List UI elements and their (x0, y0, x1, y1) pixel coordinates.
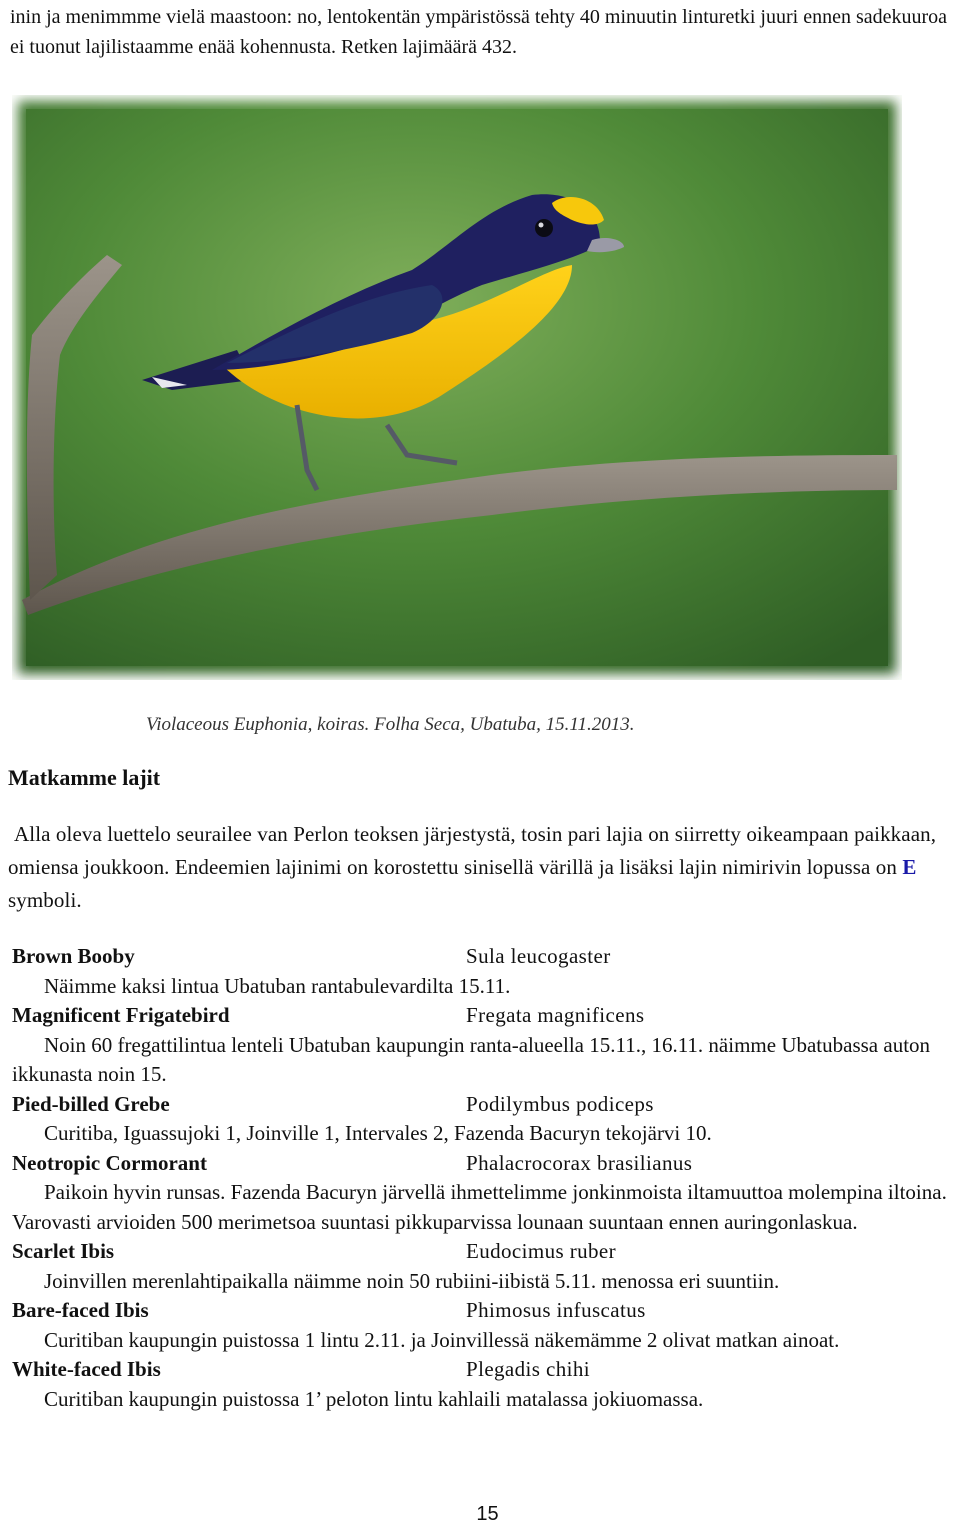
species-heading (12, 1296, 947, 1326)
species-common-name: Brown Booby (12, 944, 135, 968)
species-entry (12, 1149, 947, 1238)
species-latin-name: Phalacrocorax brasilianus (466, 1150, 693, 1175)
species-entry (12, 1001, 947, 1090)
description-text-end: symboli. (8, 888, 82, 912)
species-common-name: White-faced Ibis (12, 1357, 161, 1381)
endemic-symbol: E (902, 855, 917, 879)
species-note: Curitiban kaupungin puistossa 1’ peloton lintu kahlaili matalassa jokiuomassa. (44, 1386, 704, 1411)
species-entry (12, 942, 947, 1001)
species-common-name: Magnificent Frigatebird (12, 1003, 230, 1027)
species-heading (12, 942, 947, 972)
species-note: Curitiba, Iguassujoki 1, Joinville 1, Intervales 2, Fazenda Bacuryn tekojärvi 10. (44, 1121, 712, 1145)
species-entry (12, 1237, 947, 1296)
photo-caption: Violaceous Euphonia, koiras. Folha Seca, Ubatuba, 15.11.2013. (146, 714, 635, 735)
species-list (12, 942, 947, 1414)
species-heading (12, 1001, 947, 1031)
intro-paragraph: inin ja menimmme vielä maastoon: no, lentokentän ympäristössä tehty 40 minuutin linturetki juuri ennen sadekuuroa ei tuonut lajilistaamme enää kohennusta. Retken lajimäärä 432. (10, 6, 948, 58)
species-latin-name: Plegadis chihi (466, 1357, 591, 1381)
description-text: Alla oleva luettelo seurailee van Perlon teoksen järjestystä, tosin pari lajia on siirretty oikeampaan paikkaan, omiensa joukkoon. Endeemien lajinimi on korostettu sinisellä värillä ja lisäksi lajin nimirivin lopussa on (8, 822, 937, 879)
species-heading (12, 1355, 947, 1385)
bird-photo (12, 95, 902, 680)
species-note: Curitiban kaupungin puistossa 1 lintu 2.11. ja Joinvillessä näkemämme 2 olivat matkan ainoat. (44, 1327, 840, 1352)
species-latin-name: Sula leucogaster (466, 944, 611, 968)
species-entry (12, 1296, 947, 1355)
species-note: Paikoin hyvin runsas. Fazenda Bacuryn järvellä ihmettelimme jonkinmoista iltamuuttoa molempina iltoina. Varovasti arvioiden 500 merimetsoa suuntasi pikkuparvissa lounaan suuntaan ennen auringonlaskua. (12, 1180, 947, 1234)
species-note: Noin 60 fregattilintua lenteli Ubatuban kaupungin ranta-alueella 15.11., 16.11. näimme Ubatubassa auton ikkunasta noin 15. (12, 1032, 931, 1086)
species-latin-name: Podilymbus podiceps (466, 1091, 654, 1116)
species-heading (12, 1090, 947, 1120)
species-common-name: Neotropic Cormorant (12, 1150, 207, 1175)
species-note: Joinvillen merenlahtipaikalla näimme noin 50 rubiini-iibistä 5.11. menossa eri suuntiin. (44, 1268, 780, 1293)
list-description (8, 818, 953, 917)
species-common-name: Pied-billed Grebe (12, 1091, 170, 1116)
species-entry (12, 1090, 947, 1149)
species-heading (12, 1237, 947, 1267)
section-title: Matkamme lajit (8, 765, 161, 790)
species-latin-name: Eudocimus ruber (466, 1239, 617, 1263)
species-common-name: Bare-faced Ibis (12, 1298, 149, 1322)
species-latin-name: Fregata magnificens (466, 1003, 645, 1027)
species-note: Näimme kaksi lintua Ubatuban rantabulevardilta 15.11. (44, 973, 511, 998)
species-heading (12, 1149, 947, 1179)
species-latin-name: Phimosus infuscatus (466, 1298, 646, 1322)
page-number: 15 (476, 1503, 499, 1525)
species-entry (12, 1355, 947, 1414)
species-common-name: Scarlet Ibis (12, 1239, 115, 1263)
